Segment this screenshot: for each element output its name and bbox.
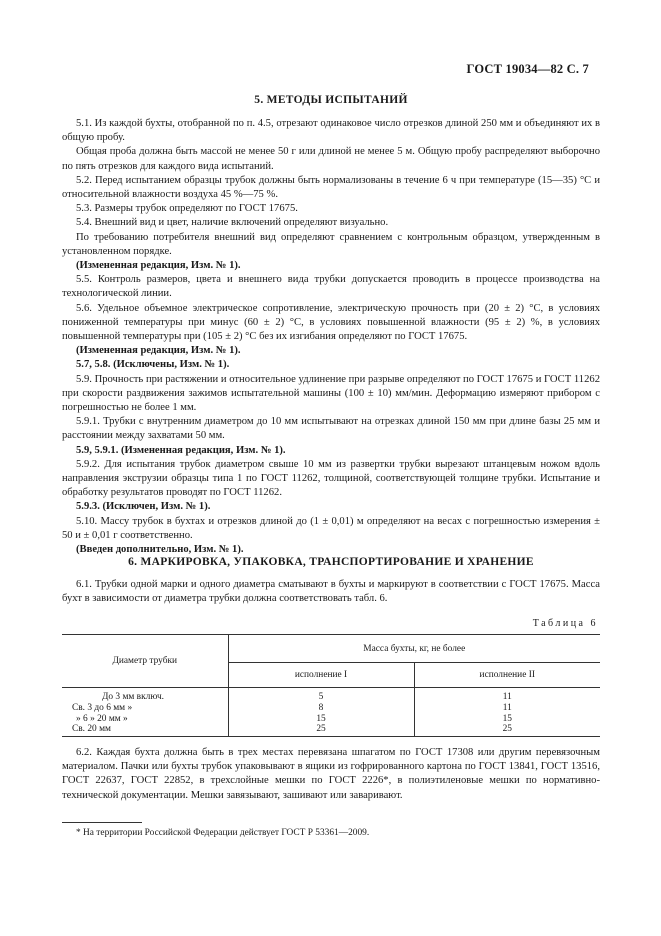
table-row [62,713,600,724]
table-row [62,724,600,737]
section-6-title: 6. МАРКИРОВКА, УПАКОВКА, ТРАНСПОРТИРОВАНИЕ И ХРАНЕНИЕ [128,556,534,568]
version-1-cell: 15 [228,713,414,724]
paragraph: 5.9.2. Для испытания трубок диаметром свыше 10 мм из развертки трубки вырезают штанцевым ножом вдоль направления экструзии образцы типа 1 по ГОСТ 11262, толщиной, соответствующей толщине трубки. Испытание и обработку результатов проводят по ГОСТ 11262. [62,458,600,499]
diameter-cell: Св. 3 до 6 мм » [72,702,133,713]
version-1-cell: 25 [228,724,414,737]
paragraph: Общая проба должна быть массой не менее 50 г или длиной не менее 5 м. Общую пробу распределяют выборочно по пять отрезков для каждого вида испытаний. [62,146,600,172]
paragraph: 5.10. Массу трубок в бухтах и отрезков длиной до (1 ± 0,01) м определяют на весах с погрешностью измерения ± 50 и ± 0,01 г соответственно. [62,515,600,541]
footnote: * На территории Российской Федерации действует ГОСТ Р 53361—2009. [76,828,370,838]
version-2-cell: 11 [414,702,600,713]
paragraph: 5.4. Внешний вид и цвет, наличие включений определяют визуально. [76,217,389,229]
table-row [62,688,600,703]
section-6-para-2 [62,746,600,803]
section-5-title: 5. МЕТОДЫ ИСПЫТАНИЙ [254,94,408,106]
amendment-note: 5.9.3. (Исключен, Изм. № 1). [76,501,211,513]
diameter-cell: » 6 » 20 мм » [76,713,128,724]
section-5-body [62,117,600,557]
page-header: ГОСТ 19034—82 С. 7 [466,62,589,76]
column-header-diameter: Диаметр трубки [62,635,228,688]
section-6-para-1 [62,578,600,606]
column-header-version-1: исполнение I [228,663,414,688]
table-row [62,702,600,713]
paragraph: 5.5. Контроль размеров, цвета и внешнего вида трубки допускается проводить в процессе производства на технологической линии. [62,274,600,300]
amendment-note: (Введен дополнительно, Изм. № 1). [76,544,244,556]
table-caption: Таблица 6 [532,618,598,629]
column-header-coil-mass: Масса бухты, кг, не более [228,635,600,663]
paragraph: 5.3. Размеры трубок определяют по ГОСТ 17675. [76,203,298,215]
paragraph: 5.9. Прочность при растяжении и относительное удлинение при разрыве определяют по ГОСТ 17675 и ГОСТ 11262 при скорости раздвижения зажимов испытательной машины (100 ± 10) мм/мин. Деформацию измеряют прибором с погрешностью не более 1 мм. [62,373,600,414]
version-1-cell: 8 [228,702,414,713]
amendment-note: (Измененная редакция, Изм. № 1). [76,260,241,272]
paragraph: 5.9.1. Трубки с внутренним диаметром до 10 мм испытывают на отрезках длиной 150 мм при длине базы 25 мм и расстоянии между захватами 50 мм. [62,416,600,442]
amendment-note: 5.9, 5.9.1. (Измененная редакция, Изм. № 1). [76,444,286,456]
version-2-cell: 11 [414,688,600,703]
paragraph: 5.2. Перед испытанием образцы трубок должны быть нормализованы в течение 6 ч при температуре (15—35) °С и относительной влажности воздуха 45 %—75 %. [62,174,600,201]
paragraph: 6.2. Каждая бухта должна быть в трех местах перевязана шпагатом по ГОСТ 17308 или другим перевязочным материалом. Пачки или бухты трубок упаковывают в ящики из гофрированного картона по ГОСТ 13841, ГОСТ 13516, ГОСТ 22637, ГОСТ 22852, в трехслойные мешки по ГОСТ 2226*, в полиэтиленовые мешки по нормативно-технической документации. Мешки завязывают, зашивают или заваривают. [62,747,600,801]
footnote-divider [62,822,142,823]
diameter-cell: Св. 20 мм [62,724,228,737]
table-6 [62,634,600,737]
amendment-note: (Измененная редакция, Изм. № 1). [76,345,241,357]
version-2-cell: 25 [414,724,600,737]
amendment-note: 5.7, 5.8. (Исключены, Изм. № 1). [76,359,230,371]
column-header-version-2: исполнение II [414,663,600,688]
diameter-cell: До 3 мм включ. [102,692,165,702]
version-2-cell: 15 [414,713,600,724]
paragraph: По требованию потребителя внешний вид определяют сравнением с контрольным образцом, утвержденным в установленном порядке. [62,231,600,257]
paragraph: 5.6. Удельное объемное электрическое сопротивление, электрическую прочность при (20 ± 2) °С, в условиях пониженной температуры при минус (60 ± 2) °С, в условиях повышенной влажности (95 ± 2) %, в условиях повышенной температуры при (105 ± 2) °С без их изгибания определяют по ГОСТ 17675. [62,302,600,343]
version-1-cell: 5 [228,688,414,703]
paragraph: 6.1. Трубки одной марки и одного диаметра сматывают в бухты и маркируют в соответствии с ГОСТ 17675. Масса бухт в зависимости от диаметра трубки должна соответствовать табл. 6. [62,579,600,605]
paragraph: 5.1. Из каждой бухты, отобранной по п. 4.5, отрезают одинаковое число отрезков длиной 250 мм и объединяют их в общую пробу. [62,118,600,144]
